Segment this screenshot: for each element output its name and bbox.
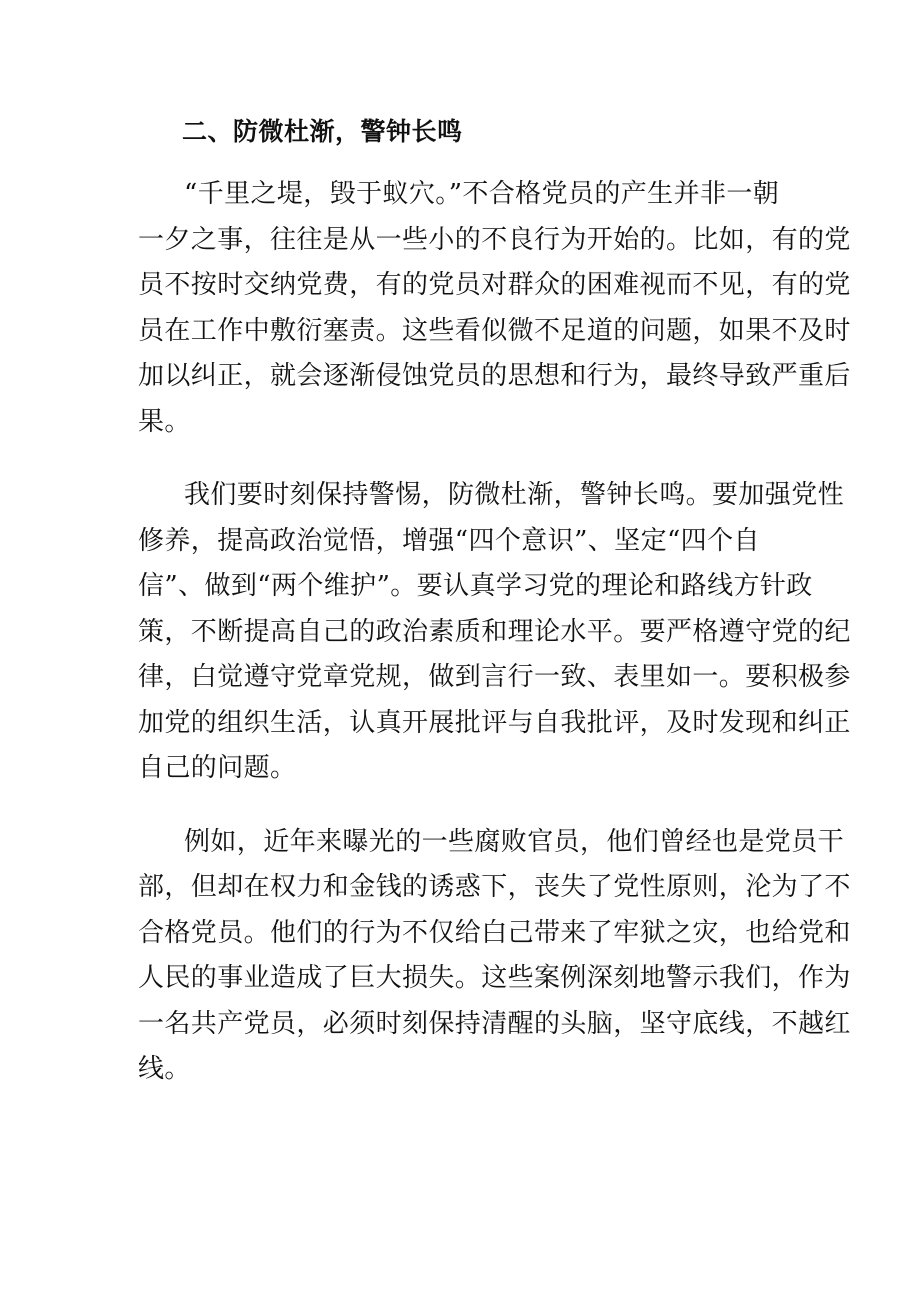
paragraph-line: 修养，提高政治觉悟，增强“四个意识”、坚定“四个自 — [138, 525, 760, 556]
paragraph-2 — [138, 473, 851, 792]
paragraph-line: 自己的问题。 — [138, 753, 297, 783]
paragraph-line: 一夕之事，往往是从一些小的不良行为开始的。比如，有的党 — [138, 224, 851, 255]
paragraph-line: 合格党员。他们的行为不仅给白己带来了牢狱之灾，也给党和 — [138, 917, 851, 948]
paragraph-line: 员不按时交纳党费，有的党员对群众的困难视而不见，有的党 — [138, 270, 851, 300]
paragraph-line: “千里之堤，毁于蚁穴。”不合格党员的产生并非一朝 — [184, 179, 780, 209]
paragraph-line: 人民的事业造成了巨大损失。这些案例深刻地警示我们，作为 — [138, 963, 851, 993]
document-body — [138, 112, 851, 1121]
paragraph-line: 员在工作中敷衍塞责。这些看似微不足道的问题，如果不及时 — [138, 315, 851, 346]
paragraph-line: 策，不断提高自己的政治素质和理论水平。要严格遵守党的纪 — [138, 616, 851, 647]
paragraph-line: 果。 — [138, 406, 191, 437]
paragraph-3 — [138, 820, 851, 1093]
section-heading: 二、防微杜渐，警钟长鸣 — [182, 117, 463, 146]
paragraph-line: 线。 — [138, 1054, 191, 1084]
paragraph-line: 一名共产党员，必须时刻保持清醒的头脑，坚守底线，不越红 — [138, 1008, 851, 1039]
paragraph-line: 信”、做到“两个维护”。要认真学习党的理论和路线方针政 — [138, 571, 813, 601]
paragraph-line: 加以纠正，就会逐渐侵蚀党员的思想和行为，最终导致严重后 — [138, 361, 851, 391]
paragraph-line: 我们要时刻保持警惕，防微杜渐，警钟长鸣。要加强党性 — [184, 480, 845, 510]
paragraph-line: 例如，近年来曝光的一些腐败官员，他们曾经也是党员干 — [184, 826, 845, 857]
paragraph-line: 加党的组织生活，认真开展批评与自我批评，及时发现和纠正 — [138, 707, 851, 738]
paragraph-1 — [138, 172, 851, 445]
paragraph-line: 部，但却在权力和金钱的诱惑下，丧失了党性原则，沦为了不 — [138, 872, 851, 902]
paragraph-line: 律，白觉遵守党章党规，做到言行一致、表里如一。要积极参 — [138, 662, 851, 692]
